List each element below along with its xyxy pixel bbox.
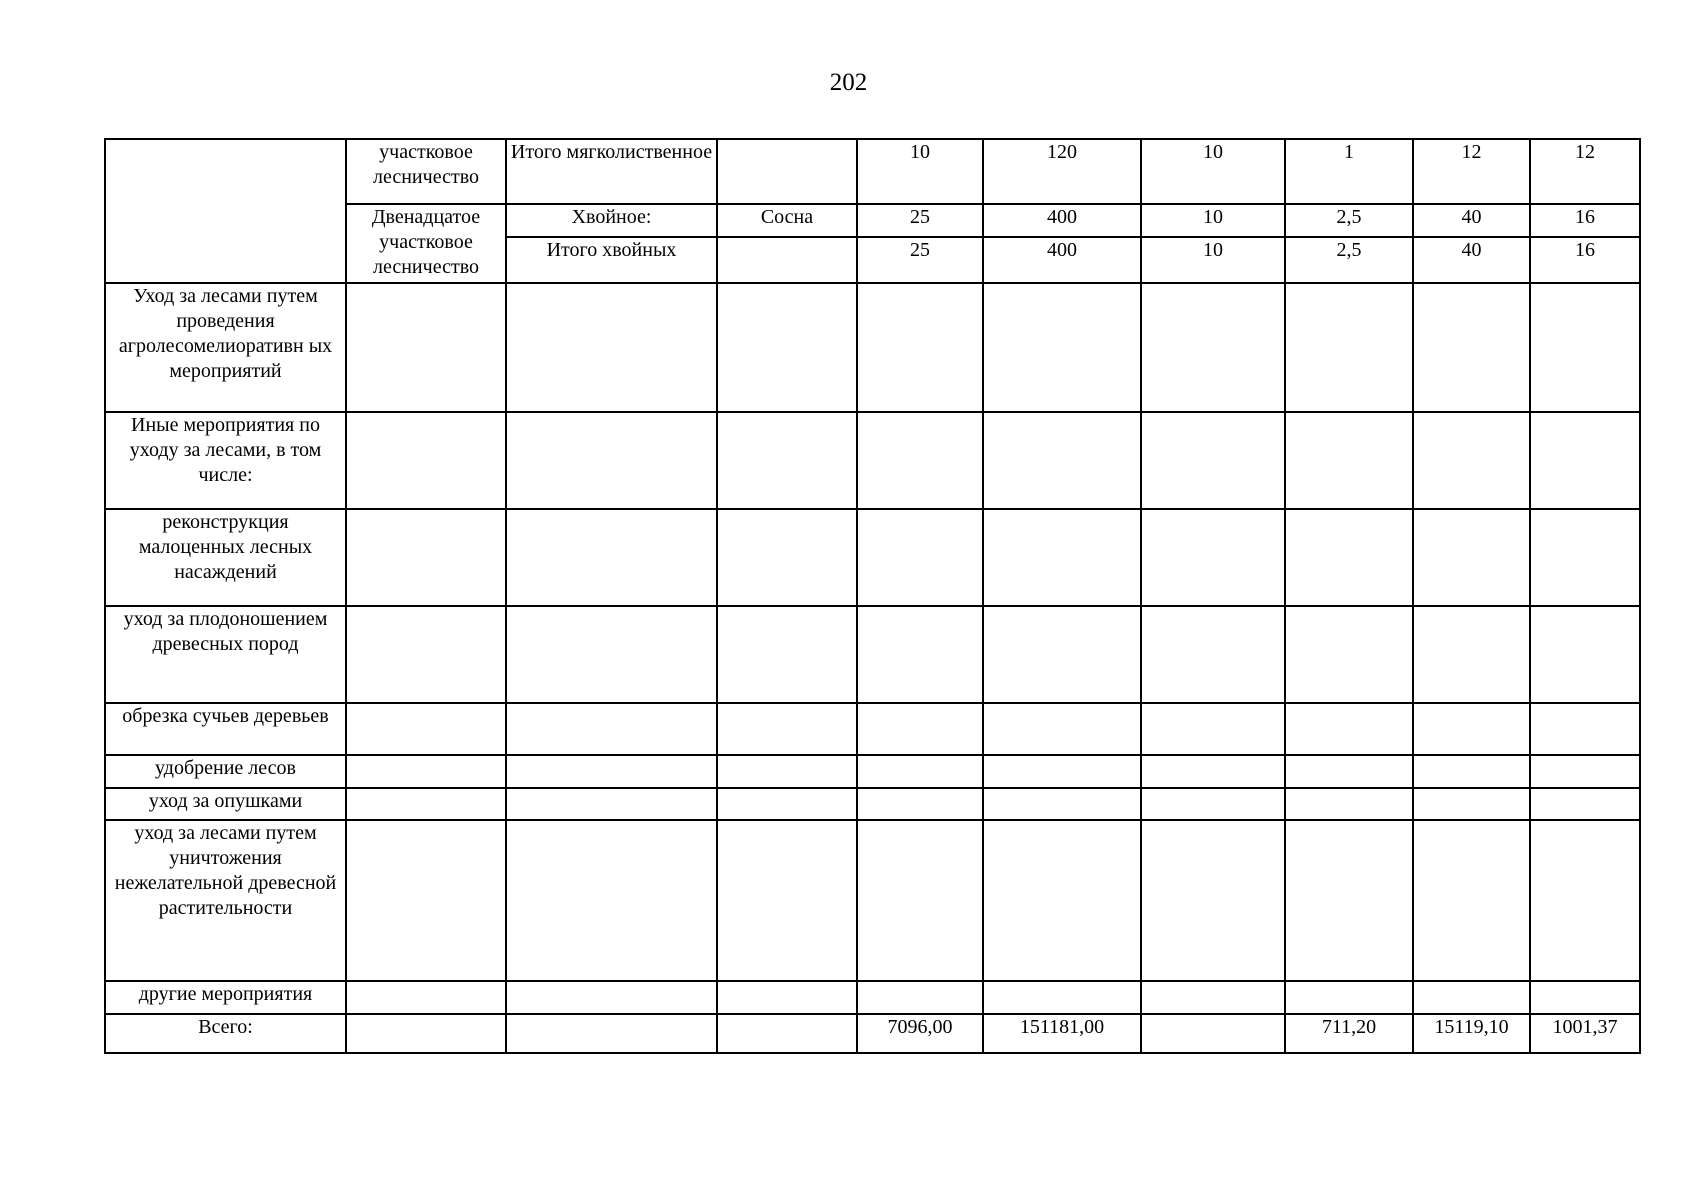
forestry-cell: участковое лесничество <box>346 139 506 204</box>
forest-care-table <box>104 138 1641 1054</box>
species-cell: Сосна <box>717 204 857 237</box>
species-cell <box>717 237 857 283</box>
total-row <box>105 1014 1640 1053</box>
activity-label: уход за плодоношением древесных пород <box>105 606 346 703</box>
activity-label: уход за лесами путем уничтожения нежелательной древесной растительности <box>105 820 346 981</box>
table-row <box>105 820 1640 981</box>
total-value: 711,20 <box>1285 1014 1413 1053</box>
value-cell: 25 <box>857 204 983 237</box>
species-cell <box>717 139 857 204</box>
table-row <box>105 606 1640 703</box>
activity-label: обрезка сучьев деревьев <box>105 703 346 755</box>
table-row <box>105 703 1640 755</box>
activity-label: реконструкция малоценных лесных насаждений <box>105 509 346 606</box>
group-cell: Хвойное: <box>506 204 717 237</box>
group-cell: Итого хвойных <box>506 237 717 283</box>
value-cell: 400 <box>983 204 1141 237</box>
forestry-cell: Двенадцатое участковое лесничество <box>346 204 506 283</box>
activity-label: другие мероприятия <box>105 981 346 1014</box>
value-cell: 10 <box>1141 139 1285 204</box>
value-cell: 12 <box>1530 139 1640 204</box>
table-row <box>105 509 1640 606</box>
table-row <box>105 412 1640 509</box>
value-cell: 400 <box>983 237 1141 283</box>
empty-activity-cell <box>105 139 346 283</box>
table-row <box>105 139 1640 204</box>
value-cell: 10 <box>1141 237 1285 283</box>
table-row <box>105 788 1640 820</box>
total-value <box>1141 1014 1285 1053</box>
value-cell: 2,5 <box>1285 204 1413 237</box>
value-cell: 16 <box>1530 237 1640 283</box>
value-cell: 40 <box>1413 237 1530 283</box>
total-value: 151181,00 <box>983 1014 1141 1053</box>
value-cell: 2,5 <box>1285 237 1413 283</box>
total-value: 15119,10 <box>1413 1014 1530 1053</box>
table-row <box>105 755 1640 788</box>
group-cell: Итого мягколиственное <box>506 139 717 204</box>
total-value: 7096,00 <box>857 1014 983 1053</box>
activity-label: уход за опушками <box>105 788 346 820</box>
total-value: 1001,37 <box>1530 1014 1640 1053</box>
activity-label: Иные мероприятия по уходу за лесами, в том числе: <box>105 412 346 509</box>
value-cell: 12 <box>1413 139 1530 204</box>
value-cell: 16 <box>1530 204 1640 237</box>
value-cell: 1 <box>1285 139 1413 204</box>
table-row <box>105 283 1640 412</box>
value-cell: 40 <box>1413 204 1530 237</box>
page-number: 202 <box>829 69 868 96</box>
value-cell: 120 <box>983 139 1141 204</box>
value-cell: 25 <box>857 237 983 283</box>
table-row <box>105 981 1640 1014</box>
value-cell: 10 <box>857 139 983 204</box>
activity-label: Уход за лесами путем проведения агролесомелиоративн ых мероприятий <box>105 283 346 412</box>
total-label: Всего: <box>105 1014 346 1053</box>
activity-label: удобрение лесов <box>105 755 346 788</box>
value-cell: 10 <box>1141 204 1285 237</box>
